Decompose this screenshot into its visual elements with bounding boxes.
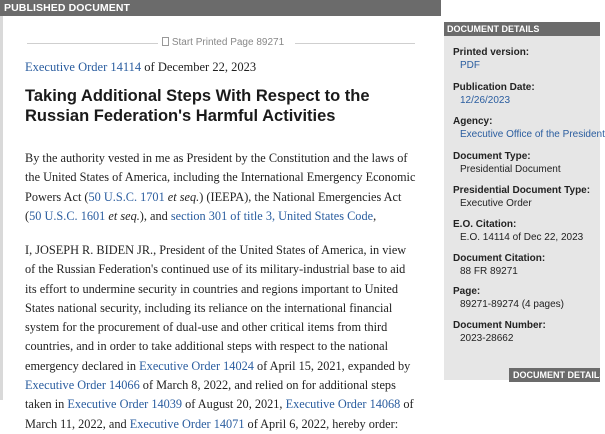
- detail-agency: [453, 115, 605, 141]
- order-paragraph: [25, 241, 417, 434]
- detail-printed-version: [453, 46, 529, 72]
- text: By the authority vested in me as President by the Constitution and the laws of the United States of America, including the International Emergency Economic Powers Act (: [25, 151, 416, 204]
- page-title: Taking Additional Steps With Respect to the Russian Federation's Harmful Activities: [25, 87, 370, 125]
- detail-presidential-document-type: [453, 184, 590, 210]
- usc-1601-link[interactable]: 50 U.S.C. 1601: [29, 208, 106, 223]
- divider: [27, 43, 163, 44]
- document-details-sidebar: [444, 22, 605, 380]
- detail-key: Printed version:: [453, 47, 530, 58]
- detail-value: 89271-89274 (4 pages): [460, 299, 564, 310]
- text: of March 11, 2022, and: [25, 397, 414, 431]
- eo-date: of December 22, 2023: [141, 60, 257, 74]
- start-printed-label: [158, 37, 288, 48]
- agency-link[interactable]: Executive Office of the President: [460, 129, 605, 140]
- start-printed-page-marker: [13, 37, 433, 51]
- eo-header-line: [25, 60, 256, 75]
- pdf-link[interactable]: PDF: [460, 60, 480, 71]
- detail-key: Agency:: [453, 116, 493, 127]
- detail-key: E.O. Citation:: [453, 219, 517, 230]
- detail-document-citation: [453, 252, 545, 278]
- detail-eo-citation: [453, 218, 583, 244]
- document-details-header: DOCUMENT DETAILS: [444, 22, 600, 36]
- detail-document-type: [453, 150, 561, 176]
- divider: [295, 43, 415, 44]
- sidebar-bottom-spacer: [444, 380, 600, 400]
- executive-order-14039-link[interactable]: Executive Order 14039: [67, 397, 183, 412]
- detail-key: Publication Date:: [453, 82, 535, 93]
- authority-paragraph: [25, 149, 417, 226]
- et-seq: et seq.: [167, 189, 200, 204]
- executive-order-14071-link[interactable]: Executive Order 14071: [129, 416, 245, 431]
- document-details-bottom-tab[interactable]: DOCUMENT DETAILS: [509, 368, 600, 382]
- section-301-title-3-link[interactable]: section 301 of title 3, United States Code: [170, 208, 374, 223]
- text: of March 8, 2022, and relied on for additional steps taken in: [25, 378, 396, 412]
- document-body: [0, 16, 441, 431]
- executive-order-14068-link[interactable]: Executive Order 14068: [285, 397, 401, 412]
- detail-publication-date: [453, 81, 535, 107]
- text: of August 20, 2021,: [182, 397, 286, 412]
- et-seq: et seq.: [108, 208, 140, 223]
- publication-date-link[interactable]: 12/26/2023: [460, 95, 511, 106]
- text: ,: [373, 208, 377, 223]
- detail-value: E.O. 14114 of Dec 22, 2023: [460, 232, 584, 243]
- detail-key: Page:: [453, 286, 481, 297]
- text: of April 6, 2022, hereby order:: [244, 416, 399, 431]
- usc-1701-link[interactable]: 50 U.S.C. 1701: [88, 189, 165, 204]
- published-document-banner: PUBLISHED DOCUMENT: [0, 0, 441, 16]
- detail-key: Presidential Document Type:: [453, 185, 591, 196]
- text: ) (IEEPA), the National Emergencies Act (: [25, 189, 402, 223]
- detail-key: Document Number:: [453, 320, 546, 331]
- detail-value: Executive Order: [460, 198, 532, 209]
- text: I, JOSEPH R. BIDEN JR., President of the United States of America, in view of the Russian Federation's continued use of its military-industrial base to aid its effort to undermine security in countries and regions important to United States national security, including its reliance on the international financial system for the procurement of dual-use and other critical items from third countries, and in order to take additional steps with respect to the national emergency declared in: [25, 243, 407, 373]
- executive-order-14114-link[interactable]: Executive Order 14114: [25, 60, 142, 74]
- start-printed-text: Start Printed Page 89271: [171, 37, 285, 48]
- executive-order-14066-link[interactable]: Executive Order 14066: [25, 378, 140, 393]
- detail-key: Document Type:: [453, 151, 531, 162]
- executive-order-14024-link[interactable]: Executive Order 14024: [139, 358, 254, 373]
- detail-value: 2023-28662: [460, 333, 514, 344]
- detail-value: Presidential Document: [460, 164, 561, 175]
- text: ), and: [139, 208, 171, 223]
- detail-value: 88 FR 89271: [460, 266, 518, 277]
- detail-document-number: [453, 319, 546, 345]
- document-icon: [162, 37, 169, 46]
- banner-spacer: [441, 0, 600, 16]
- detail-key: Document Citation:: [453, 253, 546, 264]
- text: of April 15, 2021, expanded by: [253, 358, 411, 373]
- detail-page: [453, 285, 564, 311]
